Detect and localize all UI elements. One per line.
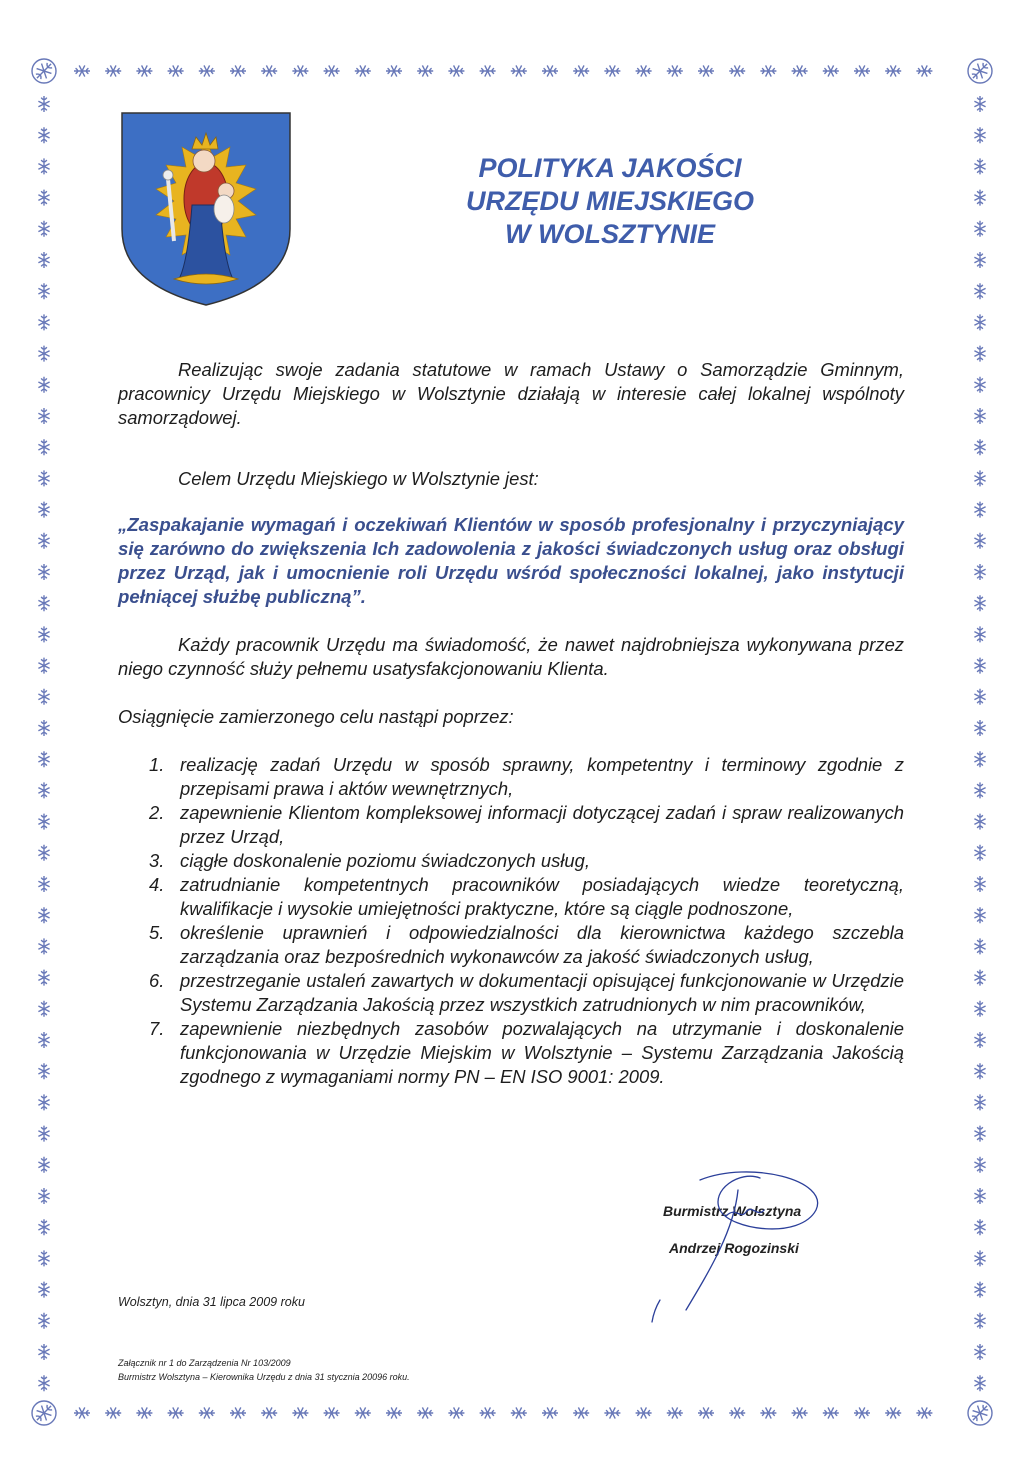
border-ornament — [38, 158, 49, 174]
border-ornament — [38, 377, 49, 393]
border-ornament — [885, 65, 901, 76]
border-ornament — [974, 938, 985, 954]
border-ornament — [974, 1188, 985, 1204]
border-ornament — [974, 439, 985, 455]
border-ornament — [974, 1063, 985, 1079]
border-ornament — [199, 1407, 215, 1418]
border-ornament — [74, 65, 90, 76]
border-ornament — [974, 1375, 985, 1391]
list-item-number: 3. — [149, 850, 165, 871]
border-ornament — [667, 65, 683, 76]
border-ornament — [974, 689, 985, 705]
aim-quote: „Zaspakajanie wymagań i oczekiwań Klientów w sposób profesjonalny i przyczyniający się zarówno do zwiększenia Ich zadowolenia z jakości świadczonych usług oraz obsługi przez Urząd, jak i umocnienie roli Urzędu wśród społeczności lokalnej, jako instytucji pełniącej służbę publiczną”. — [118, 514, 904, 607]
border-ornament — [760, 65, 776, 76]
border-ornament — [38, 938, 49, 954]
border-ornament — [729, 1407, 745, 1418]
border-ornament — [792, 1407, 808, 1418]
border-ornament — [974, 751, 985, 767]
border-ornament — [542, 65, 558, 76]
border-ornament — [974, 377, 985, 393]
border-ornament — [386, 65, 402, 76]
border-ornament — [636, 65, 652, 76]
border-ornament — [974, 1126, 985, 1142]
border-ornament — [324, 65, 340, 76]
border-ornament — [38, 127, 49, 143]
border-ornament — [974, 720, 985, 736]
border-ornament — [974, 470, 985, 486]
border-ornament — [974, 1344, 985, 1360]
border-ornament — [38, 1157, 49, 1173]
signature-name: Andrzej Rogozinski — [669, 1240, 799, 1256]
border-ornament — [38, 626, 49, 642]
list-item-number: 6. — [149, 970, 165, 991]
border-ornament — [38, 1250, 49, 1266]
border-ornament — [974, 408, 985, 424]
border-ornament — [417, 65, 433, 76]
border-ornament — [974, 1001, 985, 1017]
border-ornament — [854, 1407, 870, 1418]
border-ornament — [448, 1407, 464, 1418]
border-ornament — [417, 1407, 433, 1418]
border-ornament — [38, 533, 49, 549]
border-ornament — [760, 1407, 776, 1418]
border-ornament — [729, 65, 745, 76]
border-ornament — [38, 782, 49, 798]
border-ornament — [230, 1407, 246, 1418]
border-ornament — [480, 1407, 496, 1418]
border-ornament — [105, 65, 121, 76]
border-ornament — [448, 65, 464, 76]
border-ornament — [355, 65, 371, 76]
border-ornament — [38, 439, 49, 455]
list-item — [118, 873, 904, 921]
list-item-number: 2. — [149, 802, 165, 823]
border-ornament — [38, 190, 49, 206]
means-list — [118, 753, 904, 1089]
border-ornament — [974, 876, 985, 892]
border-ornament — [974, 314, 985, 330]
border-ornament — [974, 1032, 985, 1048]
footnote-line-1: Załącznik nr 1 do Zarządzenia Nr 103/2009 — [118, 1358, 291, 1368]
border-ornament — [38, 1001, 49, 1017]
list-item-text: realizację zadań Urzędu w sposób sprawny, kompetentny i terminowy zgodnie z przepisami prawa i aktów wewnętrznych, — [180, 754, 904, 799]
list-item — [118, 921, 904, 969]
list-item — [118, 801, 904, 849]
border-ornament — [38, 720, 49, 736]
border-ornament — [168, 65, 184, 76]
border-ornament — [542, 1407, 558, 1418]
border-ornament — [38, 96, 49, 112]
border-ornament — [974, 1094, 985, 1110]
border-ornament — [974, 1250, 985, 1266]
means-intro: Osiągnięcie zamierzonego celu nastąpi poprzez: — [118, 706, 514, 727]
border-ornament — [974, 564, 985, 580]
border-ornament — [974, 1313, 985, 1329]
border-ornament — [38, 751, 49, 767]
border-ornament — [136, 1407, 152, 1418]
coat-of-arms-crest — [118, 109, 294, 309]
footnote-line-2: Burmistrz Wolsztyna – Kierownika Urzędu z dnia 31 stycznia 20096 roku. — [118, 1372, 410, 1382]
border-ornament — [324, 1407, 340, 1418]
border-ornament — [974, 283, 985, 299]
border-ornament — [168, 1407, 184, 1418]
border-ornament — [974, 626, 985, 642]
border-ornament — [38, 814, 49, 830]
border-ornament — [974, 782, 985, 798]
title-line-2: URZĘDU MIEJSKIEGO — [465, 186, 755, 216]
border-ornament — [604, 65, 620, 76]
border-ornament — [38, 907, 49, 923]
border-ornament — [38, 346, 49, 362]
border-ornament — [698, 65, 714, 76]
list-item — [118, 753, 904, 801]
border-ornament — [974, 127, 985, 143]
border-ornament — [38, 1063, 49, 1079]
border-ornament — [199, 65, 215, 76]
title-line-1: POLITYKA JAKOŚCI — [478, 153, 742, 183]
border-ornament — [573, 1407, 589, 1418]
border-ornament — [355, 1407, 371, 1418]
border-ornament — [38, 252, 49, 268]
border-ornament — [974, 96, 985, 112]
border-ornament — [38, 1313, 49, 1329]
border-ornament — [974, 158, 985, 174]
border-ornament — [573, 65, 589, 76]
border-ornament — [74, 1407, 90, 1418]
border-ornament — [38, 1344, 49, 1360]
list-item-number: 5. — [149, 922, 165, 943]
border-ornament — [38, 1032, 49, 1048]
title-line-3: W WOLSZTYNIE — [505, 219, 715, 249]
border-ornament — [38, 876, 49, 892]
list-item — [118, 969, 904, 1017]
place-date: Wolsztyn, dnia 31 lipca 2009 roku — [118, 1295, 305, 1309]
border-ornament — [974, 502, 985, 518]
border-ornament — [974, 970, 985, 986]
list-item-text: ciągłe doskonalenie poziomu świadczonych usług, — [180, 850, 590, 871]
border-ornament — [480, 65, 496, 76]
border-ornament — [292, 65, 308, 76]
border-ornament — [916, 65, 932, 76]
awareness-paragraph: Każdy pracownik Urzędu ma świadomość, że nawet najdrobniejsza wykonywana przez niego czynność służy pełnemu usatysfakcjonowaniu Klienta. — [118, 634, 904, 679]
border-ornament — [292, 1407, 308, 1418]
border-ornament — [230, 65, 246, 76]
list-item-text: określenie uprawnień i odpowiedzialności dla kierownictwa każdego szczebla zarządzania oraz bezpośrednich wykonawców za jakość świadczonych usług, — [180, 922, 904, 967]
border-ornament — [698, 1407, 714, 1418]
border-ornament — [511, 65, 527, 76]
border-ornament — [38, 1219, 49, 1235]
border-ornament — [38, 1094, 49, 1110]
signature-role: Burmistrz Wolsztyna — [663, 1203, 802, 1219]
border-ornament — [38, 970, 49, 986]
border-ornament — [136, 65, 152, 76]
aim-intro: Celem Urzędu Miejskiego w Wolsztynie jest: — [178, 468, 539, 489]
border-ornament — [604, 1407, 620, 1418]
list-item-text: przestrzeganie ustaleń zawartych w dokumentacji opisującej funkcjonowanie w Urzędzie Systemu Zarządzania Jakością przez wszystkich zatrudnionych w nim pracowników, — [180, 970, 904, 1015]
intro-paragraph: Realizując swoje zadania statutowe w ramach Ustawy o Samorządzie Gminnym, pracownicy Urzędu Miejskiego w Wolsztynie działają w interesie całej lokalnej wspólnoty samorządowej. — [118, 359, 904, 428]
border-ornament — [667, 1407, 683, 1418]
border-ornament — [974, 1157, 985, 1173]
handwritten-signature — [640, 1160, 840, 1330]
border-ornament — [974, 1282, 985, 1298]
border-ornament — [974, 658, 985, 674]
border-ornament — [38, 1188, 49, 1204]
border-ornament — [974, 221, 985, 237]
border-ornament — [38, 845, 49, 861]
border-ornament — [974, 252, 985, 268]
border-ornament — [974, 814, 985, 830]
border-ornament — [38, 1126, 49, 1142]
border-ornament — [38, 314, 49, 330]
border-ornament — [823, 65, 839, 76]
border-ornament — [974, 907, 985, 923]
border-ornament — [974, 346, 985, 362]
border-ornament — [854, 65, 870, 76]
border-ornament — [38, 283, 49, 299]
border-ornament — [38, 595, 49, 611]
border-ornament — [974, 533, 985, 549]
list-item-text: zapewnienie niezbędnych zasobów pozwalających na utrzymanie i doskonalenie funkcjonowania w Urzędzie Miejskim w Wolsztynie – Systemu Zarządzania Jakością zgodnego z wymaganiami normy PN – EN ISO 9001: 2009. — [180, 1018, 904, 1087]
list-item — [118, 849, 904, 873]
border-ornament — [974, 845, 985, 861]
border-ornament — [511, 1407, 527, 1418]
border-ornament — [38, 470, 49, 486]
list-item — [118, 1017, 904, 1089]
border-ornament — [823, 1407, 839, 1418]
border-ornament — [974, 1219, 985, 1235]
border-ornament — [38, 502, 49, 518]
border-ornament — [885, 1407, 901, 1418]
list-item-number: 1. — [149, 754, 165, 775]
border-ornament — [38, 408, 49, 424]
border-ornament — [38, 564, 49, 580]
border-ornament — [105, 1407, 121, 1418]
border-ornament — [261, 65, 277, 76]
border-ornament — [916, 1407, 932, 1418]
border-ornament — [38, 221, 49, 237]
border-ornament — [38, 658, 49, 674]
document-title — [380, 152, 840, 251]
border-ornament — [636, 1407, 652, 1418]
border-ornament — [386, 1407, 402, 1418]
border-ornament — [261, 1407, 277, 1418]
list-item-text: zatrudnianie kompetentnych pracowników posiadających wiedze teoretyczną, kwalifikacje i wysokie umiejętności praktyczne, które są ciągle podnoszone, — [180, 874, 904, 919]
list-item-number: 4. — [149, 874, 165, 895]
border-ornament — [38, 689, 49, 705]
border-ornament — [792, 65, 808, 76]
border-ornament — [974, 595, 985, 611]
border-ornament — [38, 1375, 49, 1391]
border-ornament — [974, 190, 985, 206]
border-ornament — [38, 1282, 49, 1298]
list-item-text: zapewnienie Klientom kompleksowej informacji dotyczącej zadań i spraw realizowanych przez Urząd, — [180, 802, 904, 847]
list-item-number: 7. — [149, 1018, 165, 1039]
